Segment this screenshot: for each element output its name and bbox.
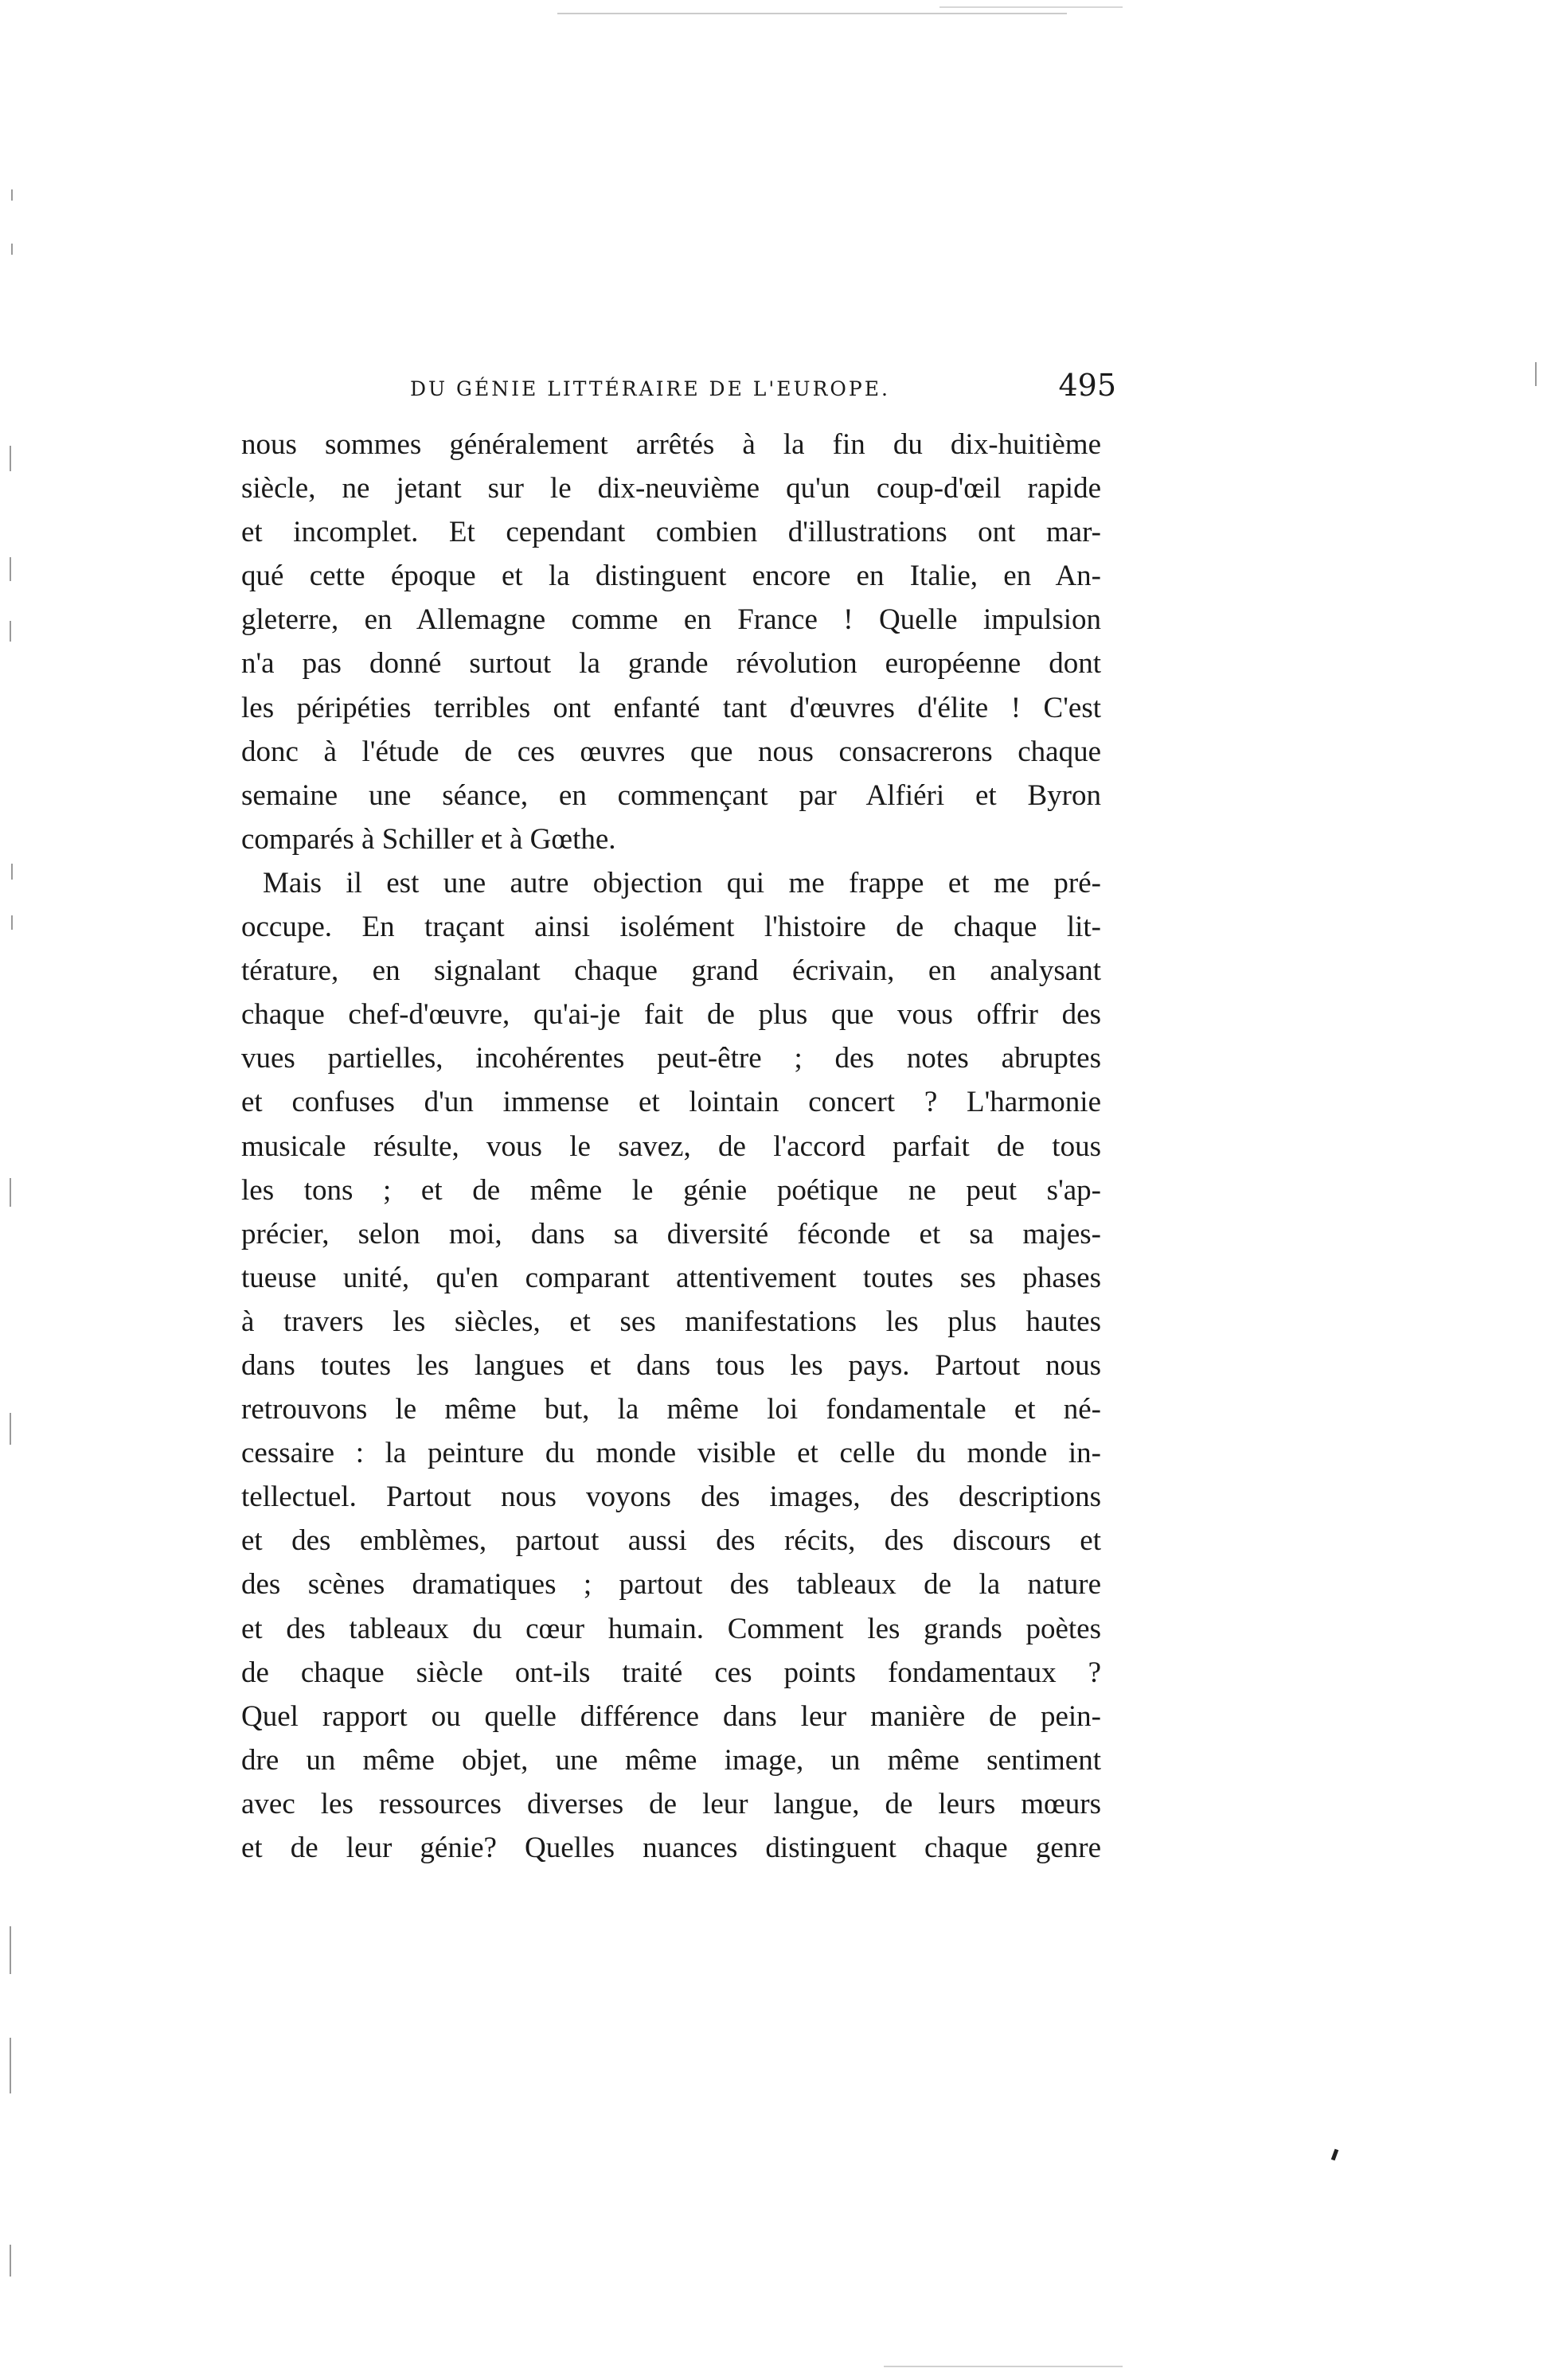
text-line: les tons ; et de même le génie poétique ne peut s'ap- xyxy=(241,1173,1101,1207)
scan-artifact-margin xyxy=(10,621,11,642)
scan-artifact-top xyxy=(557,13,1067,14)
text-line: les péripéties terribles ont enfanté tant d'œuvres d'élite ! C'est xyxy=(241,691,1101,724)
text-line: semaine une séance, en commençant par Alfiéri et Byron xyxy=(241,778,1101,812)
body-text xyxy=(241,423,1101,1870)
scan-artifact-margin xyxy=(10,1178,11,1207)
text-line: gleterre, en Allemagne comme en France ! Quelle impulsion xyxy=(241,603,1101,637)
scan-artifact-margin xyxy=(11,915,13,930)
scan-artifact-margin-right xyxy=(1535,362,1537,386)
text-line: et confuses d'un immense et lointain concert ? L'harmonie xyxy=(241,1086,1101,1119)
text-line: et de leur génie? Quelles nuances distinguent chaque genre xyxy=(241,1832,1101,1864)
text-line: cessaire : la peinture du monde visible et celle du monde in- xyxy=(241,1437,1101,1470)
text-line: tueuse unité, qu'en comparant attentivement toutes ses phases xyxy=(241,1261,1101,1294)
text-line: vues partielles, incohérentes peut-être ; des notes abruptes xyxy=(241,1042,1101,1075)
text-line: occupe. En traçant ainsi isolément l'histoire de chaque lit- xyxy=(241,911,1101,944)
text-line: n'a pas donné surtout la grande révolution européenne dont xyxy=(241,647,1101,681)
scan-artifact-margin xyxy=(10,2038,11,2093)
text-line: et des tableaux du cœur humain. Comment les grands poètes xyxy=(241,1612,1101,1645)
text-line: à travers les siècles, et ses manifestations les plus hautes xyxy=(241,1305,1101,1338)
page-header xyxy=(410,368,1116,408)
page-number: 495 xyxy=(1058,368,1116,403)
running-title: DU GÉNIE LITTÉRAIRE DE L'EUROPE. xyxy=(410,377,890,400)
text-line: chaque chef-d'œuvre, qu'ai-je fait de plus que vous offrir des xyxy=(241,998,1101,1032)
text-line: térature, en signalant chaque grand écrivain, en analysant xyxy=(241,954,1101,988)
text-line: Quel rapport ou quelle différence dans leur manière de pein- xyxy=(241,1699,1101,1733)
scan-artifact-margin xyxy=(11,864,13,880)
text-line: comparés à Schiller et à Gœthe. xyxy=(241,822,616,856)
text-line: de chaque siècle ont-ils traité ces points fondamentaux ? xyxy=(241,1656,1101,1689)
text-line: et incomplet. Et cependant combien d'illustrations ont mar- xyxy=(241,516,1101,549)
scan-artifact-margin xyxy=(10,446,11,471)
text-line: tellectuel. Partout nous voyons des images, des descriptions xyxy=(241,1481,1101,1514)
text-line: précier, selon moi, dans sa diversité féconde et sa majes- xyxy=(241,1217,1101,1250)
text-line: avec les ressources diverses de leur langue, de leurs mœurs xyxy=(241,1787,1101,1820)
scan-artifact-top-2 xyxy=(939,6,1123,8)
text-line: retrouvons le même but, la même loi fondamentale et né- xyxy=(241,1393,1101,1426)
scan-artifact-margin xyxy=(11,244,13,255)
scan-artifact-margin xyxy=(11,189,13,201)
text-line: nous sommes généralement arrêtés à la fin du dix-huitième xyxy=(241,428,1101,461)
text-line: des scènes dramatiques ; partout des tableaux de la nature xyxy=(241,1568,1101,1602)
text-line: Mais il est une autre objection qui me frappe et me pré- xyxy=(263,866,1101,899)
scan-artifact-margin xyxy=(10,2245,11,2277)
text-line: dans toutes les langues et dans tous les pays. Partout nous xyxy=(241,1348,1101,1382)
scan-artifact-margin xyxy=(10,1413,11,1445)
text-line: dre un même objet, une même image, un même sentiment xyxy=(241,1743,1101,1777)
scan-artifact-margin xyxy=(10,1926,11,1974)
scan-artifact-margin xyxy=(10,557,11,581)
scan-artifact-bottom xyxy=(884,2366,1123,2367)
text-line: qué cette époque et la distinguent encore en Italie, en An- xyxy=(241,560,1101,593)
text-line: donc à l'étude de ces œuvres que nous consacrerons chaque xyxy=(241,735,1101,768)
text-line: siècle, ne jetant sur le dix-neuvième qu'un coup-d'œil rapide xyxy=(241,472,1101,505)
text-line: musicale résulte, vous le savez, de l'accord parfait de tous xyxy=(241,1130,1101,1163)
ink-mark xyxy=(1331,2149,1338,2161)
text-line: et des emblèmes, partout aussi des récits, des discours et xyxy=(241,1524,1101,1558)
